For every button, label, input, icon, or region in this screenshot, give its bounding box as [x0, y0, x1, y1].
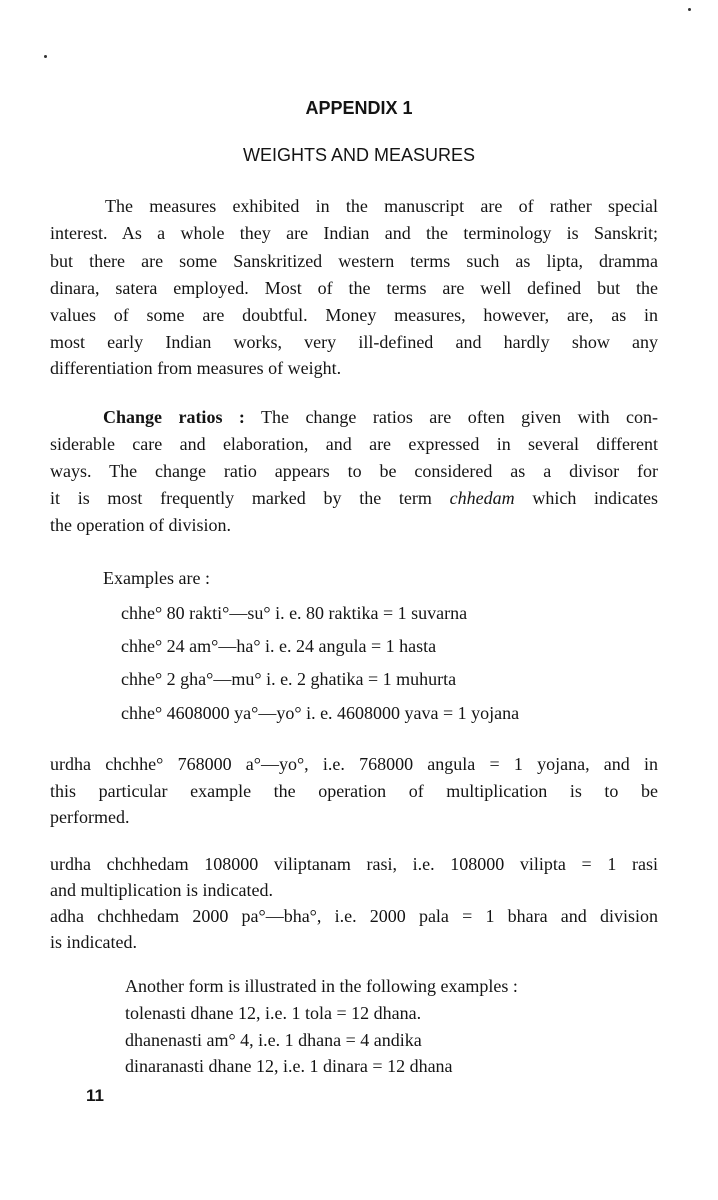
change-ratios-line: siderable care and elaboration, and are expressed in several different — [50, 434, 658, 454]
another-form-line: tolenasti dhane 12, i.e. 1 tola = 12 dhana. — [125, 1003, 422, 1023]
urdha-line: urdha chchhe° 768000 a°—yo°, i.e. 768000 angula = 1 yojana, and in — [50, 754, 658, 774]
intro-line: The measures exhibited in the manuscript are of rather special — [105, 196, 658, 216]
intro-line: differentiation from measures of weight. — [50, 358, 342, 378]
examples-intro: Examples are : — [103, 568, 210, 588]
intro-line: interest. As a whole they are Indian and the terminology is Sanskrit; — [50, 223, 658, 243]
term-chhedam: chhedam — [449, 488, 515, 508]
adha-line: adha chchhedam 2000 pa°—bha°, i.e. 2000 pala = 1 bhara and division — [50, 906, 658, 926]
another-form-line: dhanenasti am° 4, i.e. 1 dhana = 4 andika — [125, 1030, 422, 1050]
intro-line: but there are some Sanskritized western terms such as lipta, dramma — [50, 251, 658, 271]
urdha-line: and multiplication is indicated. — [50, 880, 273, 900]
example-item: chhe° 80 rakti°—su° i. e. 80 raktika = 1 suvarna — [121, 603, 468, 623]
page-speck — [688, 8, 691, 11]
urdha-line: urdha chchhedam 108000 viliptanam rasi, i.e. 108000 vilipta = 1 rasi — [50, 854, 658, 874]
intro-line: dinara, satera employed. Most of the terms are well defined but the — [50, 278, 658, 298]
appendix-heading: APPENDIX 1 — [305, 98, 413, 118]
adha-line: is indicated. — [50, 932, 137, 952]
change-ratios-line: it is most frequently marked by the term chhedam which indicates — [50, 488, 659, 508]
another-form-line: Another form is illustrated in the following examples : — [125, 976, 518, 996]
page-number: 11 — [86, 1086, 104, 1105]
urdha-line: this particular example the operation of multiplication is to be — [50, 781, 658, 801]
intro-line: values of some are doubtful. Money measures, however, are, as in — [50, 305, 658, 325]
example-item: chhe° 2 gha°—mu° i. e. 2 ghatika = 1 muhurta — [121, 669, 457, 689]
example-item: chhe° 24 am°—ha° i. e. 24 angula = 1 hasta — [121, 636, 437, 656]
another-form-line: dinaranasti dhane 12, i.e. 1 dinara = 12 dhana — [125, 1056, 453, 1076]
urdha-line: performed. — [50, 807, 130, 827]
change-ratios-line: ways. The change ratio appears to be considered as a divisor for — [50, 461, 658, 481]
section-title: WEIGHTS AND MEASURES — [242, 145, 476, 165]
example-item: chhe° 4608000 ya°—yo° i. e. 4608000 yava = 1 yojana — [121, 703, 520, 723]
change-ratios-line: the operation of division. — [50, 515, 231, 535]
change-ratios-label: Change ratios : — [103, 407, 245, 427]
page-speck — [44, 55, 47, 58]
intro-line: most early Indian works, very ill-defined and hardly show any — [50, 332, 658, 352]
change-ratios-line: Change ratios : The change ratios are often given with con- — [103, 407, 658, 427]
